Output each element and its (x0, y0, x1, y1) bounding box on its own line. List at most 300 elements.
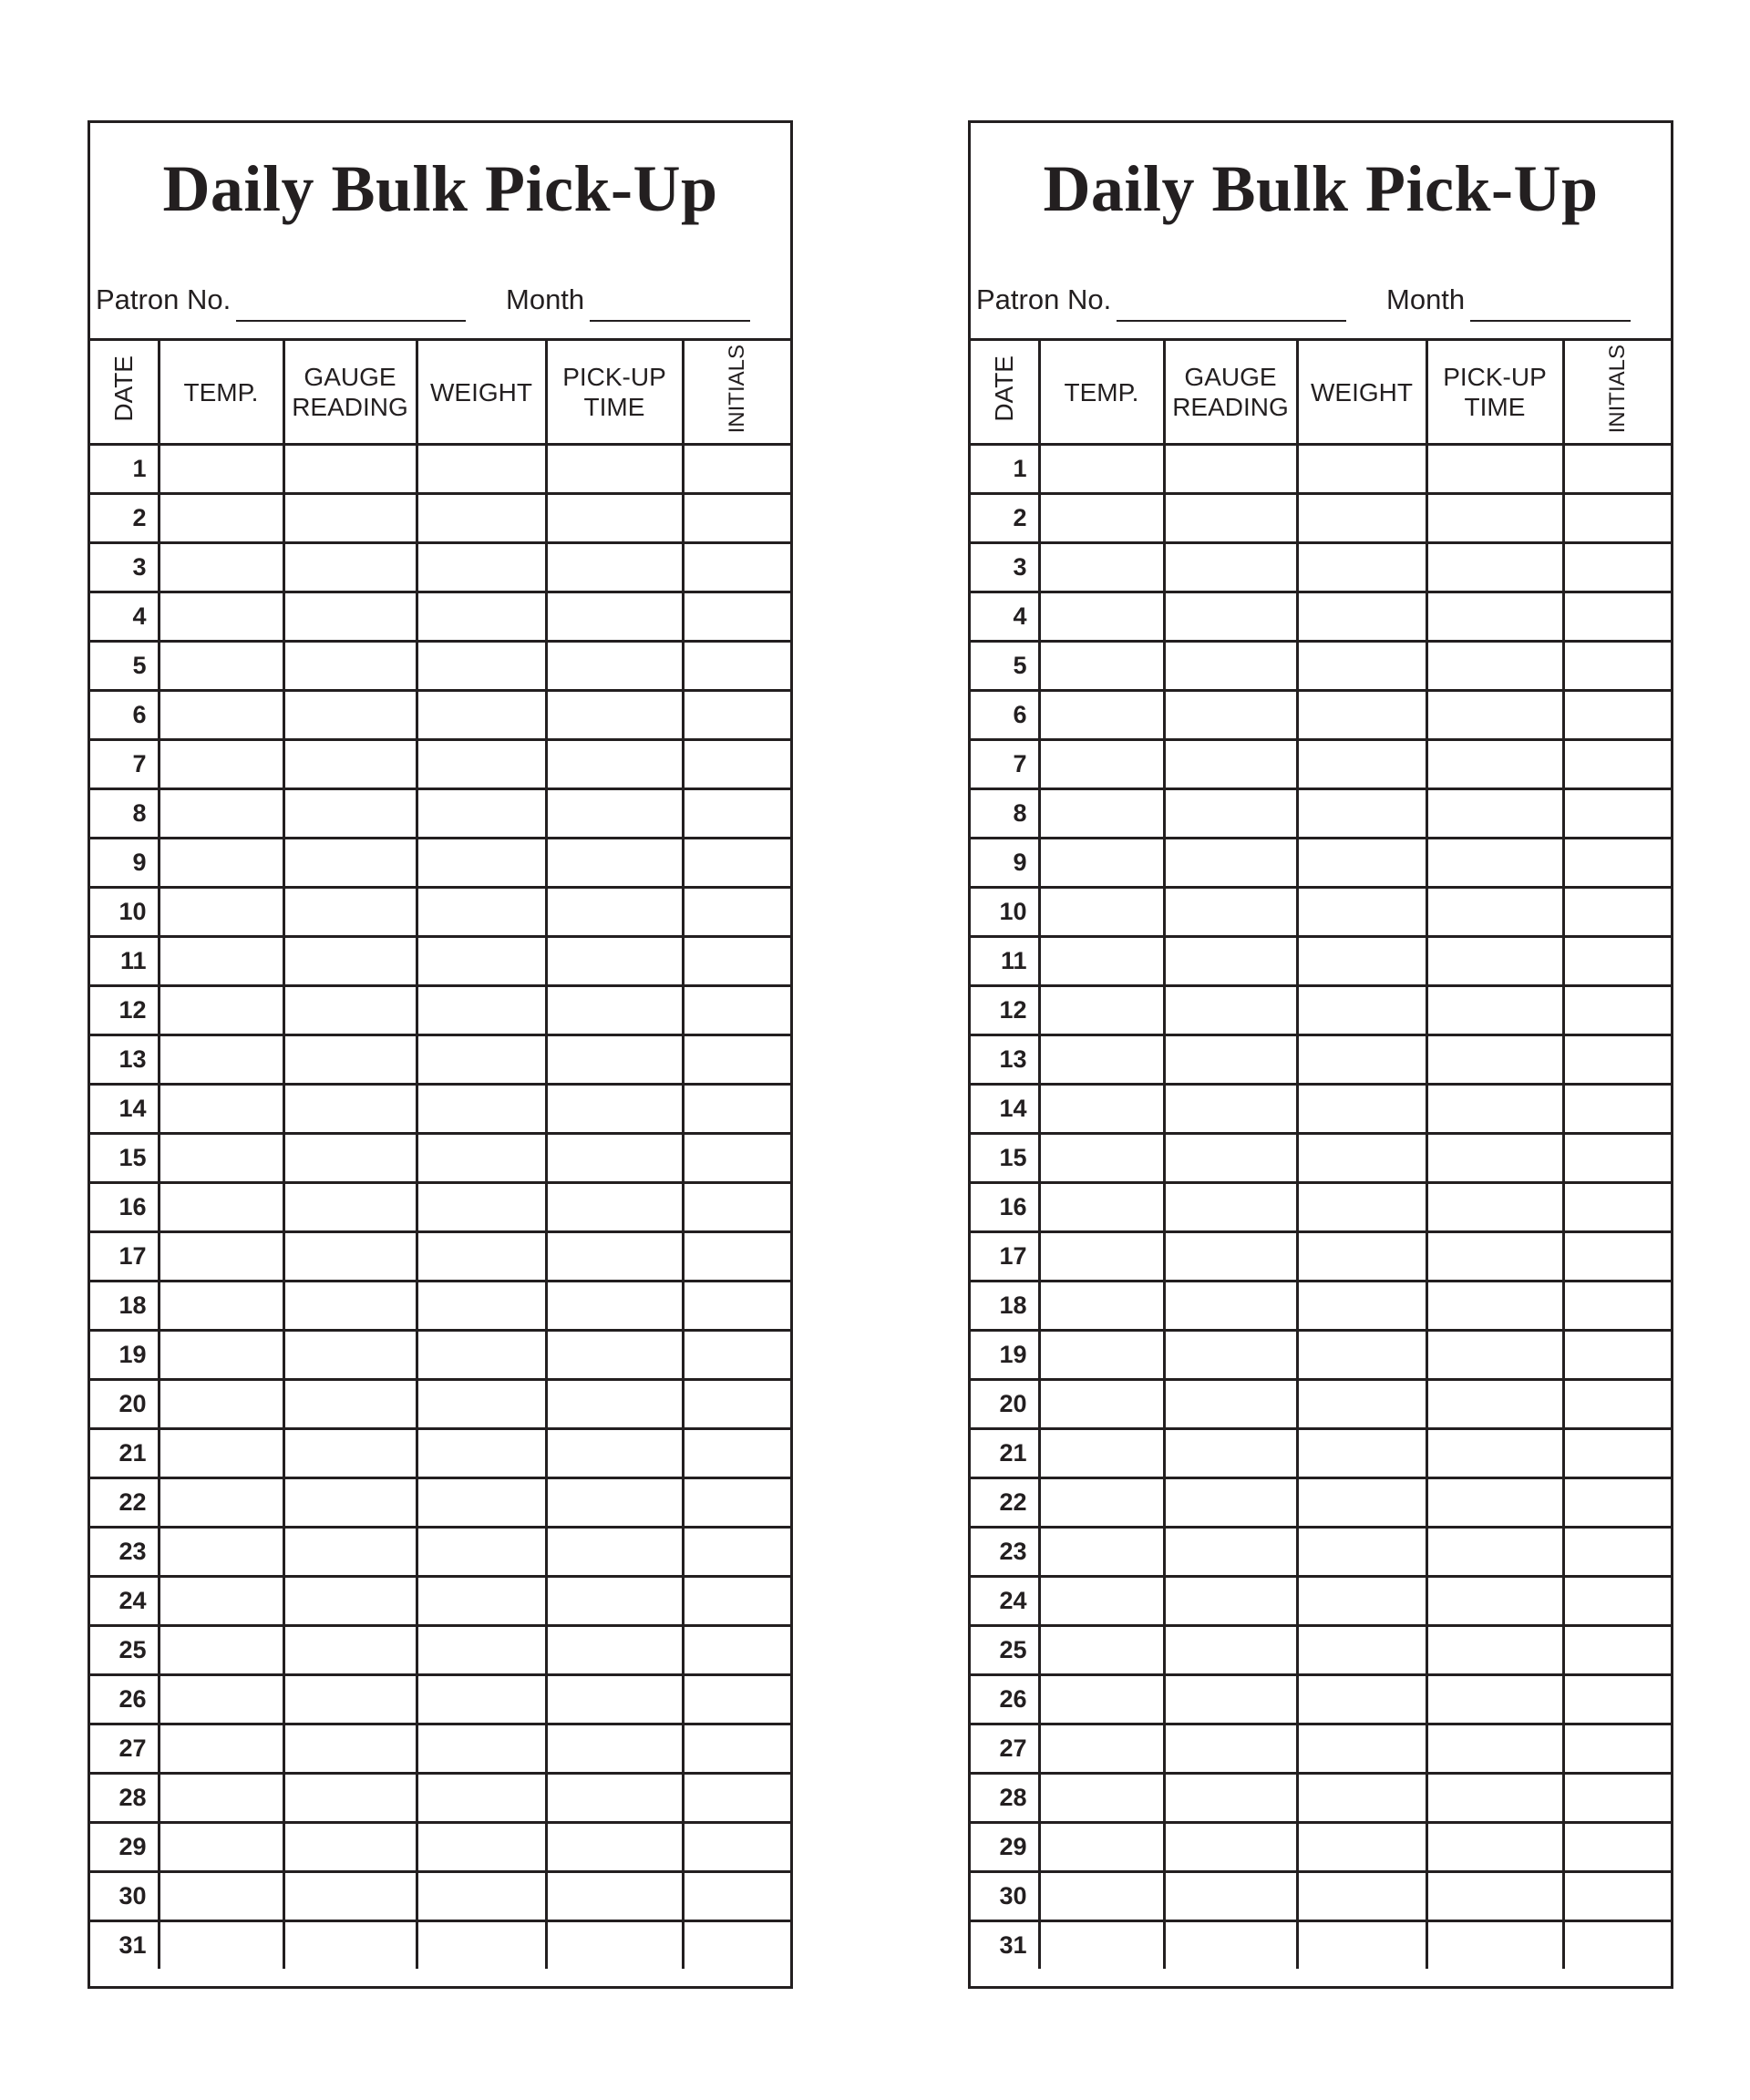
weight-cell[interactable] (1297, 1183, 1426, 1232)
initials-cell[interactable] (683, 839, 790, 888)
temp-cell[interactable] (1039, 740, 1164, 789)
pickup-time-cell[interactable] (546, 888, 683, 937)
weight-cell[interactable] (1297, 592, 1426, 642)
weight-cell[interactable] (1297, 1282, 1426, 1331)
pickup-time-cell[interactable] (546, 986, 683, 1035)
pickup-time-cell[interactable] (1426, 937, 1563, 986)
gauge-reading-cell[interactable] (283, 1282, 417, 1331)
gauge-reading-cell[interactable] (283, 592, 417, 642)
pickup-time-cell[interactable] (546, 1085, 683, 1134)
pickup-time-cell[interactable] (1426, 1183, 1563, 1232)
weight-cell[interactable] (417, 1774, 546, 1823)
pickup-time-cell[interactable] (546, 1872, 683, 1921)
gauge-reading-cell[interactable] (1164, 1134, 1297, 1183)
pickup-time-cell[interactable] (1426, 1724, 1563, 1774)
gauge-reading-cell[interactable] (1164, 1232, 1297, 1282)
gauge-reading-cell[interactable] (283, 1675, 417, 1724)
weight-cell[interactable] (1297, 1380, 1426, 1429)
gauge-reading-cell[interactable] (283, 1085, 417, 1134)
pickup-time-cell[interactable] (546, 494, 683, 543)
weight-cell[interactable] (1297, 740, 1426, 789)
gauge-reading-cell[interactable] (283, 445, 417, 494)
temp-cell[interactable] (1039, 1626, 1164, 1675)
temp-cell[interactable] (1039, 494, 1164, 543)
temp-cell[interactable] (159, 1183, 283, 1232)
temp-cell[interactable] (159, 839, 283, 888)
initials-cell[interactable] (1563, 937, 1671, 986)
pickup-time-cell[interactable] (546, 1626, 683, 1675)
temp-cell[interactable] (1039, 445, 1164, 494)
temp-cell[interactable] (1039, 642, 1164, 691)
gauge-reading-cell[interactable] (1164, 1577, 1297, 1626)
temp-cell[interactable] (159, 1528, 283, 1577)
pickup-time-cell[interactable] (1426, 1380, 1563, 1429)
temp-cell[interactable] (1039, 1429, 1164, 1478)
pickup-time-cell[interactable] (546, 1921, 683, 1970)
temp-cell[interactable] (159, 789, 283, 839)
initials-cell[interactable] (1563, 1331, 1671, 1380)
initials-cell[interactable] (1563, 740, 1671, 789)
gauge-reading-cell[interactable] (1164, 592, 1297, 642)
gauge-reading-cell[interactable] (1164, 937, 1297, 986)
pickup-time-cell[interactable] (546, 592, 683, 642)
pickup-time-cell[interactable] (546, 1331, 683, 1380)
gauge-reading-cell[interactable] (283, 1626, 417, 1675)
patron-number-blank[interactable] (1117, 287, 1346, 322)
gauge-reading-cell[interactable] (283, 1577, 417, 1626)
month-blank[interactable] (590, 287, 750, 322)
gauge-reading-cell[interactable] (1164, 1085, 1297, 1134)
initials-cell[interactable] (683, 543, 790, 592)
pickup-time-cell[interactable] (1426, 445, 1563, 494)
weight-cell[interactable] (417, 1921, 546, 1970)
pickup-time-cell[interactable] (546, 839, 683, 888)
weight-cell[interactable] (1297, 1823, 1426, 1872)
initials-cell[interactable] (1563, 494, 1671, 543)
pickup-time-cell[interactable] (1426, 642, 1563, 691)
weight-cell[interactable] (1297, 1577, 1426, 1626)
pickup-time-cell[interactable] (546, 642, 683, 691)
temp-cell[interactable] (159, 986, 283, 1035)
weight-cell[interactable] (1297, 1232, 1426, 1282)
weight-cell[interactable] (1297, 839, 1426, 888)
weight-cell[interactable] (417, 1577, 546, 1626)
temp-cell[interactable] (1039, 1035, 1164, 1085)
weight-cell[interactable] (417, 1232, 546, 1282)
temp-cell[interactable] (159, 1232, 283, 1282)
pickup-time-cell[interactable] (1426, 1282, 1563, 1331)
gauge-reading-cell[interactable] (283, 1921, 417, 1970)
weight-cell[interactable] (417, 888, 546, 937)
temp-cell[interactable] (159, 1478, 283, 1528)
pickup-time-cell[interactable] (546, 1134, 683, 1183)
temp-cell[interactable] (1039, 1675, 1164, 1724)
temp-cell[interactable] (159, 1134, 283, 1183)
weight-cell[interactable] (417, 1675, 546, 1724)
weight-cell[interactable] (1297, 691, 1426, 740)
initials-cell[interactable] (1563, 543, 1671, 592)
gauge-reading-cell[interactable] (283, 1724, 417, 1774)
initials-cell[interactable] (1563, 1626, 1671, 1675)
pickup-time-cell[interactable] (546, 1823, 683, 1872)
temp-cell[interactable] (159, 691, 283, 740)
weight-cell[interactable] (1297, 1626, 1426, 1675)
weight-cell[interactable] (417, 691, 546, 740)
initials-cell[interactable] (683, 1429, 790, 1478)
initials-cell[interactable] (683, 1577, 790, 1626)
initials-cell[interactable] (683, 789, 790, 839)
gauge-reading-cell[interactable] (283, 740, 417, 789)
gauge-reading-cell[interactable] (1164, 1429, 1297, 1478)
gauge-reading-cell[interactable] (1164, 1626, 1297, 1675)
weight-cell[interactable] (417, 1478, 546, 1528)
initials-cell[interactable] (683, 740, 790, 789)
initials-cell[interactable] (1563, 1134, 1671, 1183)
initials-cell[interactable] (1563, 1774, 1671, 1823)
initials-cell[interactable] (1563, 1675, 1671, 1724)
gauge-reading-cell[interactable] (1164, 888, 1297, 937)
weight-cell[interactable] (417, 1823, 546, 1872)
gauge-reading-cell[interactable] (1164, 1921, 1297, 1970)
gauge-reading-cell[interactable] (1164, 1823, 1297, 1872)
initials-cell[interactable] (1563, 1282, 1671, 1331)
pickup-time-cell[interactable] (1426, 494, 1563, 543)
weight-cell[interactable] (417, 789, 546, 839)
temp-cell[interactable] (1039, 1331, 1164, 1380)
weight-cell[interactable] (1297, 543, 1426, 592)
gauge-reading-cell[interactable] (1164, 494, 1297, 543)
temp-cell[interactable] (1039, 1183, 1164, 1232)
initials-cell[interactable] (683, 1774, 790, 1823)
initials-cell[interactable] (683, 1823, 790, 1872)
initials-cell[interactable] (1563, 1035, 1671, 1085)
temp-cell[interactable] (1039, 691, 1164, 740)
pickup-time-cell[interactable] (546, 1577, 683, 1626)
weight-cell[interactable] (1297, 1331, 1426, 1380)
temp-cell[interactable] (1039, 1823, 1164, 1872)
initials-cell[interactable] (683, 1626, 790, 1675)
temp-cell[interactable] (159, 1626, 283, 1675)
temp-cell[interactable] (159, 1331, 283, 1380)
initials-cell[interactable] (683, 1035, 790, 1085)
weight-cell[interactable] (1297, 937, 1426, 986)
weight-cell[interactable] (1297, 1675, 1426, 1724)
gauge-reading-cell[interactable] (283, 494, 417, 543)
initials-cell[interactable] (683, 1478, 790, 1528)
weight-cell[interactable] (417, 1724, 546, 1774)
weight-cell[interactable] (1297, 888, 1426, 937)
initials-cell[interactable] (1563, 592, 1671, 642)
initials-cell[interactable] (1563, 1232, 1671, 1282)
initials-cell[interactable] (1563, 986, 1671, 1035)
weight-cell[interactable] (417, 445, 546, 494)
pickup-time-cell[interactable] (1426, 1478, 1563, 1528)
temp-cell[interactable] (159, 642, 283, 691)
initials-cell[interactable] (683, 986, 790, 1035)
initials-cell[interactable] (683, 1183, 790, 1232)
temp-cell[interactable] (1039, 543, 1164, 592)
gauge-reading-cell[interactable] (1164, 1478, 1297, 1528)
gauge-reading-cell[interactable] (1164, 1035, 1297, 1085)
initials-cell[interactable] (1563, 1085, 1671, 1134)
gauge-reading-cell[interactable] (1164, 839, 1297, 888)
gauge-reading-cell[interactable] (1164, 1282, 1297, 1331)
temp-cell[interactable] (1039, 1872, 1164, 1921)
temp-cell[interactable] (159, 1380, 283, 1429)
initials-cell[interactable] (683, 1921, 790, 1970)
temp-cell[interactable] (1039, 1921, 1164, 1970)
gauge-reading-cell[interactable] (1164, 691, 1297, 740)
weight-cell[interactable] (417, 1183, 546, 1232)
initials-cell[interactable] (683, 937, 790, 986)
pickup-time-cell[interactable] (546, 1675, 683, 1724)
weight-cell[interactable] (417, 642, 546, 691)
gauge-reading-cell[interactable] (1164, 1331, 1297, 1380)
initials-cell[interactable] (683, 445, 790, 494)
initials-cell[interactable] (683, 1724, 790, 1774)
weight-cell[interactable] (1297, 1085, 1426, 1134)
initials-cell[interactable] (683, 1872, 790, 1921)
gauge-reading-cell[interactable] (283, 1774, 417, 1823)
temp-cell[interactable] (1039, 1232, 1164, 1282)
temp-cell[interactable] (1039, 1577, 1164, 1626)
weight-cell[interactable] (417, 1331, 546, 1380)
pickup-time-cell[interactable] (546, 740, 683, 789)
weight-cell[interactable] (417, 494, 546, 543)
gauge-reading-cell[interactable] (283, 789, 417, 839)
weight-cell[interactable] (417, 1429, 546, 1478)
temp-cell[interactable] (1039, 1282, 1164, 1331)
weight-cell[interactable] (1297, 1035, 1426, 1085)
gauge-reading-cell[interactable] (283, 986, 417, 1035)
initials-cell[interactable] (1563, 1429, 1671, 1478)
initials-cell[interactable] (1563, 888, 1671, 937)
temp-cell[interactable] (159, 1085, 283, 1134)
weight-cell[interactable] (417, 1035, 546, 1085)
pickup-time-cell[interactable] (1426, 1085, 1563, 1134)
initials-cell[interactable] (683, 592, 790, 642)
pickup-time-cell[interactable] (1426, 1774, 1563, 1823)
temp-cell[interactable] (1039, 1134, 1164, 1183)
gauge-reading-cell[interactable] (283, 1872, 417, 1921)
initials-cell[interactable] (1563, 839, 1671, 888)
weight-cell[interactable] (1297, 494, 1426, 543)
initials-cell[interactable] (683, 494, 790, 543)
weight-cell[interactable] (417, 937, 546, 986)
pickup-time-cell[interactable] (1426, 839, 1563, 888)
pickup-time-cell[interactable] (1426, 1921, 1563, 1970)
pickup-time-cell[interactable] (1426, 1035, 1563, 1085)
pickup-time-cell[interactable] (546, 1380, 683, 1429)
gauge-reading-cell[interactable] (1164, 445, 1297, 494)
weight-cell[interactable] (417, 839, 546, 888)
pickup-time-cell[interactable] (1426, 1232, 1563, 1282)
pickup-time-cell[interactable] (546, 691, 683, 740)
pickup-time-cell[interactable] (546, 1183, 683, 1232)
patron-number-blank[interactable] (236, 287, 466, 322)
temp-cell[interactable] (159, 1429, 283, 1478)
weight-cell[interactable] (1297, 1478, 1426, 1528)
pickup-time-cell[interactable] (546, 1232, 683, 1282)
gauge-reading-cell[interactable] (283, 1035, 417, 1085)
gauge-reading-cell[interactable] (283, 839, 417, 888)
weight-cell[interactable] (417, 543, 546, 592)
temp-cell[interactable] (159, 1872, 283, 1921)
pickup-time-cell[interactable] (1426, 592, 1563, 642)
weight-cell[interactable] (417, 1085, 546, 1134)
initials-cell[interactable] (683, 1282, 790, 1331)
temp-cell[interactable] (159, 888, 283, 937)
temp-cell[interactable] (1039, 1085, 1164, 1134)
temp-cell[interactable] (159, 1774, 283, 1823)
weight-cell[interactable] (1297, 642, 1426, 691)
initials-cell[interactable] (683, 1380, 790, 1429)
gauge-reading-cell[interactable] (1164, 740, 1297, 789)
pickup-time-cell[interactable] (1426, 986, 1563, 1035)
temp-cell[interactable] (159, 1675, 283, 1724)
weight-cell[interactable] (417, 1134, 546, 1183)
weight-cell[interactable] (1297, 1528, 1426, 1577)
weight-cell[interactable] (1297, 445, 1426, 494)
pickup-time-cell[interactable] (546, 1724, 683, 1774)
initials-cell[interactable] (1563, 1872, 1671, 1921)
weight-cell[interactable] (1297, 1134, 1426, 1183)
initials-cell[interactable] (1563, 1528, 1671, 1577)
pickup-time-cell[interactable] (1426, 1331, 1563, 1380)
temp-cell[interactable] (159, 1823, 283, 1872)
pickup-time-cell[interactable] (546, 1528, 683, 1577)
initials-cell[interactable] (1563, 642, 1671, 691)
temp-cell[interactable] (1039, 789, 1164, 839)
weight-cell[interactable] (1297, 1774, 1426, 1823)
gauge-reading-cell[interactable] (283, 691, 417, 740)
initials-cell[interactable] (1563, 1921, 1671, 1970)
temp-cell[interactable] (1039, 1478, 1164, 1528)
temp-cell[interactable] (1039, 1380, 1164, 1429)
temp-cell[interactable] (159, 1577, 283, 1626)
pickup-time-cell[interactable] (1426, 1872, 1563, 1921)
temp-cell[interactable] (159, 543, 283, 592)
pickup-time-cell[interactable] (546, 1282, 683, 1331)
gauge-reading-cell[interactable] (283, 1183, 417, 1232)
pickup-time-cell[interactable] (546, 1478, 683, 1528)
pickup-time-cell[interactable] (1426, 691, 1563, 740)
temp-cell[interactable] (159, 445, 283, 494)
initials-cell[interactable] (1563, 1478, 1671, 1528)
pickup-time-cell[interactable] (1426, 1429, 1563, 1478)
initials-cell[interactable] (1563, 1577, 1671, 1626)
weight-cell[interactable] (417, 1626, 546, 1675)
temp-cell[interactable] (1039, 1528, 1164, 1577)
temp-cell[interactable] (1039, 986, 1164, 1035)
temp-cell[interactable] (1039, 888, 1164, 937)
gauge-reading-cell[interactable] (1164, 1528, 1297, 1577)
weight-cell[interactable] (1297, 986, 1426, 1035)
pickup-time-cell[interactable] (1426, 1675, 1563, 1724)
pickup-time-cell[interactable] (1426, 543, 1563, 592)
initials-cell[interactable] (683, 1331, 790, 1380)
weight-cell[interactable] (417, 1380, 546, 1429)
initials-cell[interactable] (1563, 789, 1671, 839)
gauge-reading-cell[interactable] (283, 1478, 417, 1528)
month-blank[interactable] (1470, 287, 1631, 322)
temp-cell[interactable] (1039, 937, 1164, 986)
weight-cell[interactable] (417, 592, 546, 642)
gauge-reading-cell[interactable] (283, 543, 417, 592)
temp-cell[interactable] (159, 1921, 283, 1970)
initials-cell[interactable] (683, 642, 790, 691)
temp-cell[interactable] (159, 937, 283, 986)
gauge-reading-cell[interactable] (1164, 642, 1297, 691)
initials-cell[interactable] (1563, 1823, 1671, 1872)
initials-cell[interactable] (683, 888, 790, 937)
pickup-time-cell[interactable] (1426, 740, 1563, 789)
gauge-reading-cell[interactable] (283, 642, 417, 691)
gauge-reading-cell[interactable] (283, 1232, 417, 1282)
initials-cell[interactable] (1563, 445, 1671, 494)
gauge-reading-cell[interactable] (1164, 1724, 1297, 1774)
gauge-reading-cell[interactable] (283, 1528, 417, 1577)
gauge-reading-cell[interactable] (283, 1429, 417, 1478)
initials-cell[interactable] (683, 1085, 790, 1134)
gauge-reading-cell[interactable] (1164, 1872, 1297, 1921)
gauge-reading-cell[interactable] (1164, 986, 1297, 1035)
initials-cell[interactable] (683, 1528, 790, 1577)
temp-cell[interactable] (159, 494, 283, 543)
temp-cell[interactable] (159, 1035, 283, 1085)
pickup-time-cell[interactable] (546, 1429, 683, 1478)
gauge-reading-cell[interactable] (283, 1331, 417, 1380)
weight-cell[interactable] (1297, 1724, 1426, 1774)
weight-cell[interactable] (417, 1872, 546, 1921)
weight-cell[interactable] (417, 740, 546, 789)
gauge-reading-cell[interactable] (1164, 543, 1297, 592)
initials-cell[interactable] (1563, 1724, 1671, 1774)
pickup-time-cell[interactable] (1426, 1577, 1563, 1626)
gauge-reading-cell[interactable] (1164, 1183, 1297, 1232)
pickup-time-cell[interactable] (1426, 888, 1563, 937)
initials-cell[interactable] (683, 1675, 790, 1724)
weight-cell[interactable] (1297, 1872, 1426, 1921)
gauge-reading-cell[interactable] (1164, 1675, 1297, 1724)
gauge-reading-cell[interactable] (283, 1380, 417, 1429)
weight-cell[interactable] (417, 1282, 546, 1331)
gauge-reading-cell[interactable] (1164, 1380, 1297, 1429)
pickup-time-cell[interactable] (546, 789, 683, 839)
weight-cell[interactable] (1297, 1429, 1426, 1478)
pickup-time-cell[interactable] (546, 1774, 683, 1823)
weight-cell[interactable] (417, 1528, 546, 1577)
gauge-reading-cell[interactable] (283, 888, 417, 937)
pickup-time-cell[interactable] (1426, 1134, 1563, 1183)
temp-cell[interactable] (159, 740, 283, 789)
pickup-time-cell[interactable] (546, 445, 683, 494)
pickup-time-cell[interactable] (546, 543, 683, 592)
temp-cell[interactable] (159, 1282, 283, 1331)
gauge-reading-cell[interactable] (283, 937, 417, 986)
initials-cell[interactable] (1563, 1183, 1671, 1232)
temp-cell[interactable] (1039, 839, 1164, 888)
initials-cell[interactable] (1563, 691, 1671, 740)
temp-cell[interactable] (159, 1724, 283, 1774)
gauge-reading-cell[interactable] (283, 1134, 417, 1183)
weight-cell[interactable] (1297, 1921, 1426, 1970)
initials-cell[interactable] (1563, 1380, 1671, 1429)
temp-cell[interactable] (1039, 592, 1164, 642)
weight-cell[interactable] (417, 986, 546, 1035)
weight-cell[interactable] (1297, 789, 1426, 839)
pickup-time-cell[interactable] (1426, 1528, 1563, 1577)
